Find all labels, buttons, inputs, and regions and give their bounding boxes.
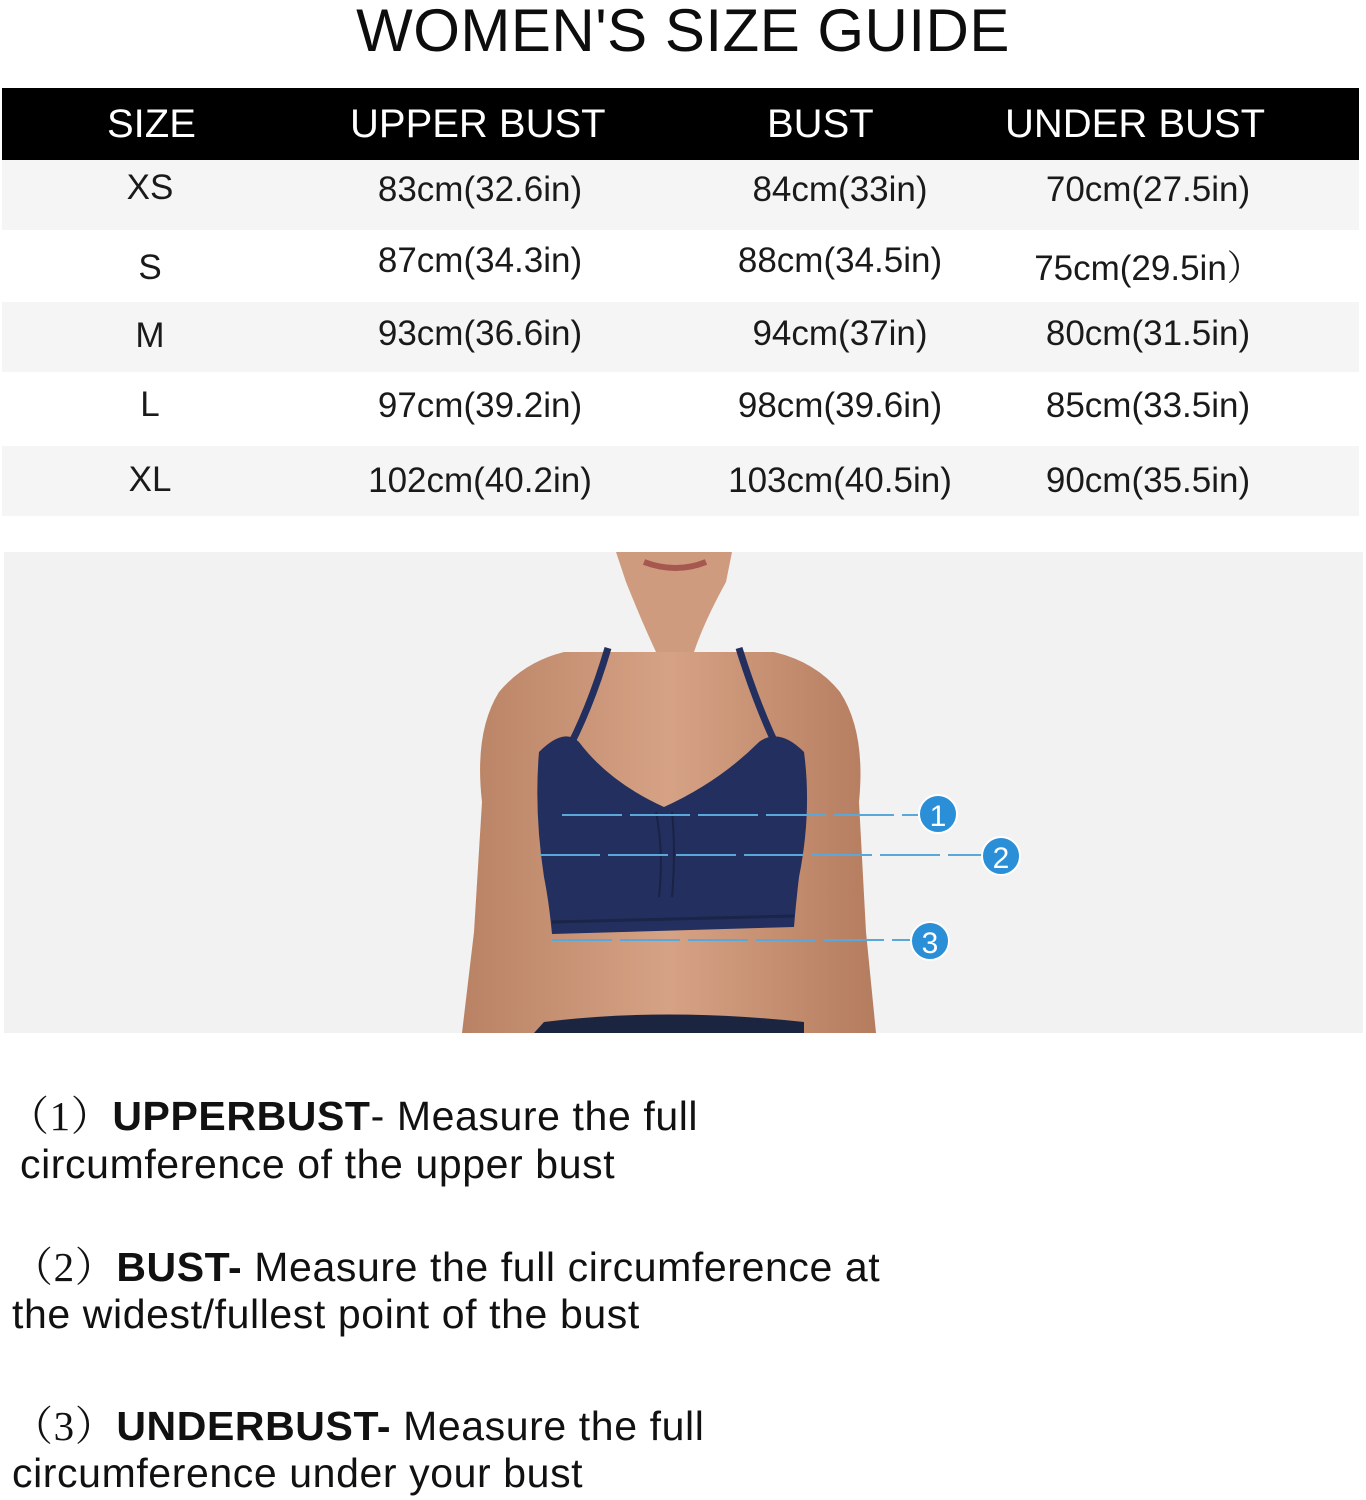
marker-1-label: 1 <box>929 800 947 833</box>
table-row <box>2 230 1359 302</box>
instruction-1-term: UPPERBUST <box>112 1093 371 1139</box>
instruction-2: （2）BUST- Measure the full circumference at <box>12 1244 881 1290</box>
instruction-1: （1）UPPERBUST- Measure the full <box>8 1093 699 1139</box>
model-photo <box>4 552 1363 1033</box>
header-upper-bust: UPPER BUST <box>350 101 606 146</box>
table-row <box>2 302 1359 372</box>
cell-under-bust: 70cm(27.5in) <box>1045 170 1251 209</box>
cell-bust: 103cm(40.5in) <box>728 461 952 500</box>
measurement-illustration <box>4 552 1363 1033</box>
header-bust: BUST <box>767 101 874 146</box>
instruction-2-line2: the widest/fullest point of the bust <box>12 1291 640 1337</box>
instruction-3: （3）UNDERBUST- Measure the full <box>12 1403 705 1449</box>
table-row <box>2 372 1359 446</box>
cell-bust: 98cm(39.6in) <box>737 386 943 425</box>
cell-bust: 88cm(34.5in) <box>737 241 943 280</box>
header-size: SIZE <box>107 101 196 146</box>
header-under-bust: UNDER BUST <box>1005 101 1266 146</box>
instruction-3-line2: circumference under your bust <box>12 1450 584 1496</box>
table-header <box>2 88 1359 160</box>
marker-3 <box>911 922 949 960</box>
cell-upper-bust: 83cm(32.6in) <box>377 170 583 209</box>
cell-under-bust: 85cm(33.5in) <box>1045 386 1251 425</box>
instruction-1-line2: circumference of the upper bust <box>20 1141 616 1187</box>
cell-size: M <box>135 316 165 355</box>
cell-upper-bust: 97cm(39.2in) <box>377 386 583 425</box>
cell-under-bust: 80cm(31.5in) <box>1045 314 1251 353</box>
cell-size: L <box>140 385 160 424</box>
table-row <box>2 446 1359 516</box>
table-row <box>2 160 1359 230</box>
marker-3-label: 3 <box>921 927 939 960</box>
cell-upper-bust: 102cm(40.2in) <box>368 461 592 500</box>
page-title: WOMEN'S SIZE GUIDE <box>356 0 1010 64</box>
instruction-3-term: UNDERBUST- <box>116 1403 392 1449</box>
cell-bust: 94cm(37in) <box>752 314 928 353</box>
cell-under-bust: 75cm(29.5in） <box>1034 249 1262 288</box>
marker-2 <box>982 837 1020 875</box>
cell-size: S <box>138 248 162 287</box>
cell-bust: 84cm(33in) <box>752 170 928 209</box>
instruction-2-term: BUST- <box>116 1244 243 1290</box>
cell-size: XL <box>128 460 172 499</box>
cell-upper-bust: 87cm(34.3in) <box>377 241 583 280</box>
marker-1 <box>919 795 957 833</box>
cell-size: XS <box>126 168 174 207</box>
size-table <box>2 88 1359 516</box>
marker-2-label: 2 <box>992 842 1010 875</box>
cell-under-bust: 90cm(35.5in) <box>1045 461 1251 500</box>
cell-upper-bust: 93cm(36.6in) <box>377 314 583 353</box>
